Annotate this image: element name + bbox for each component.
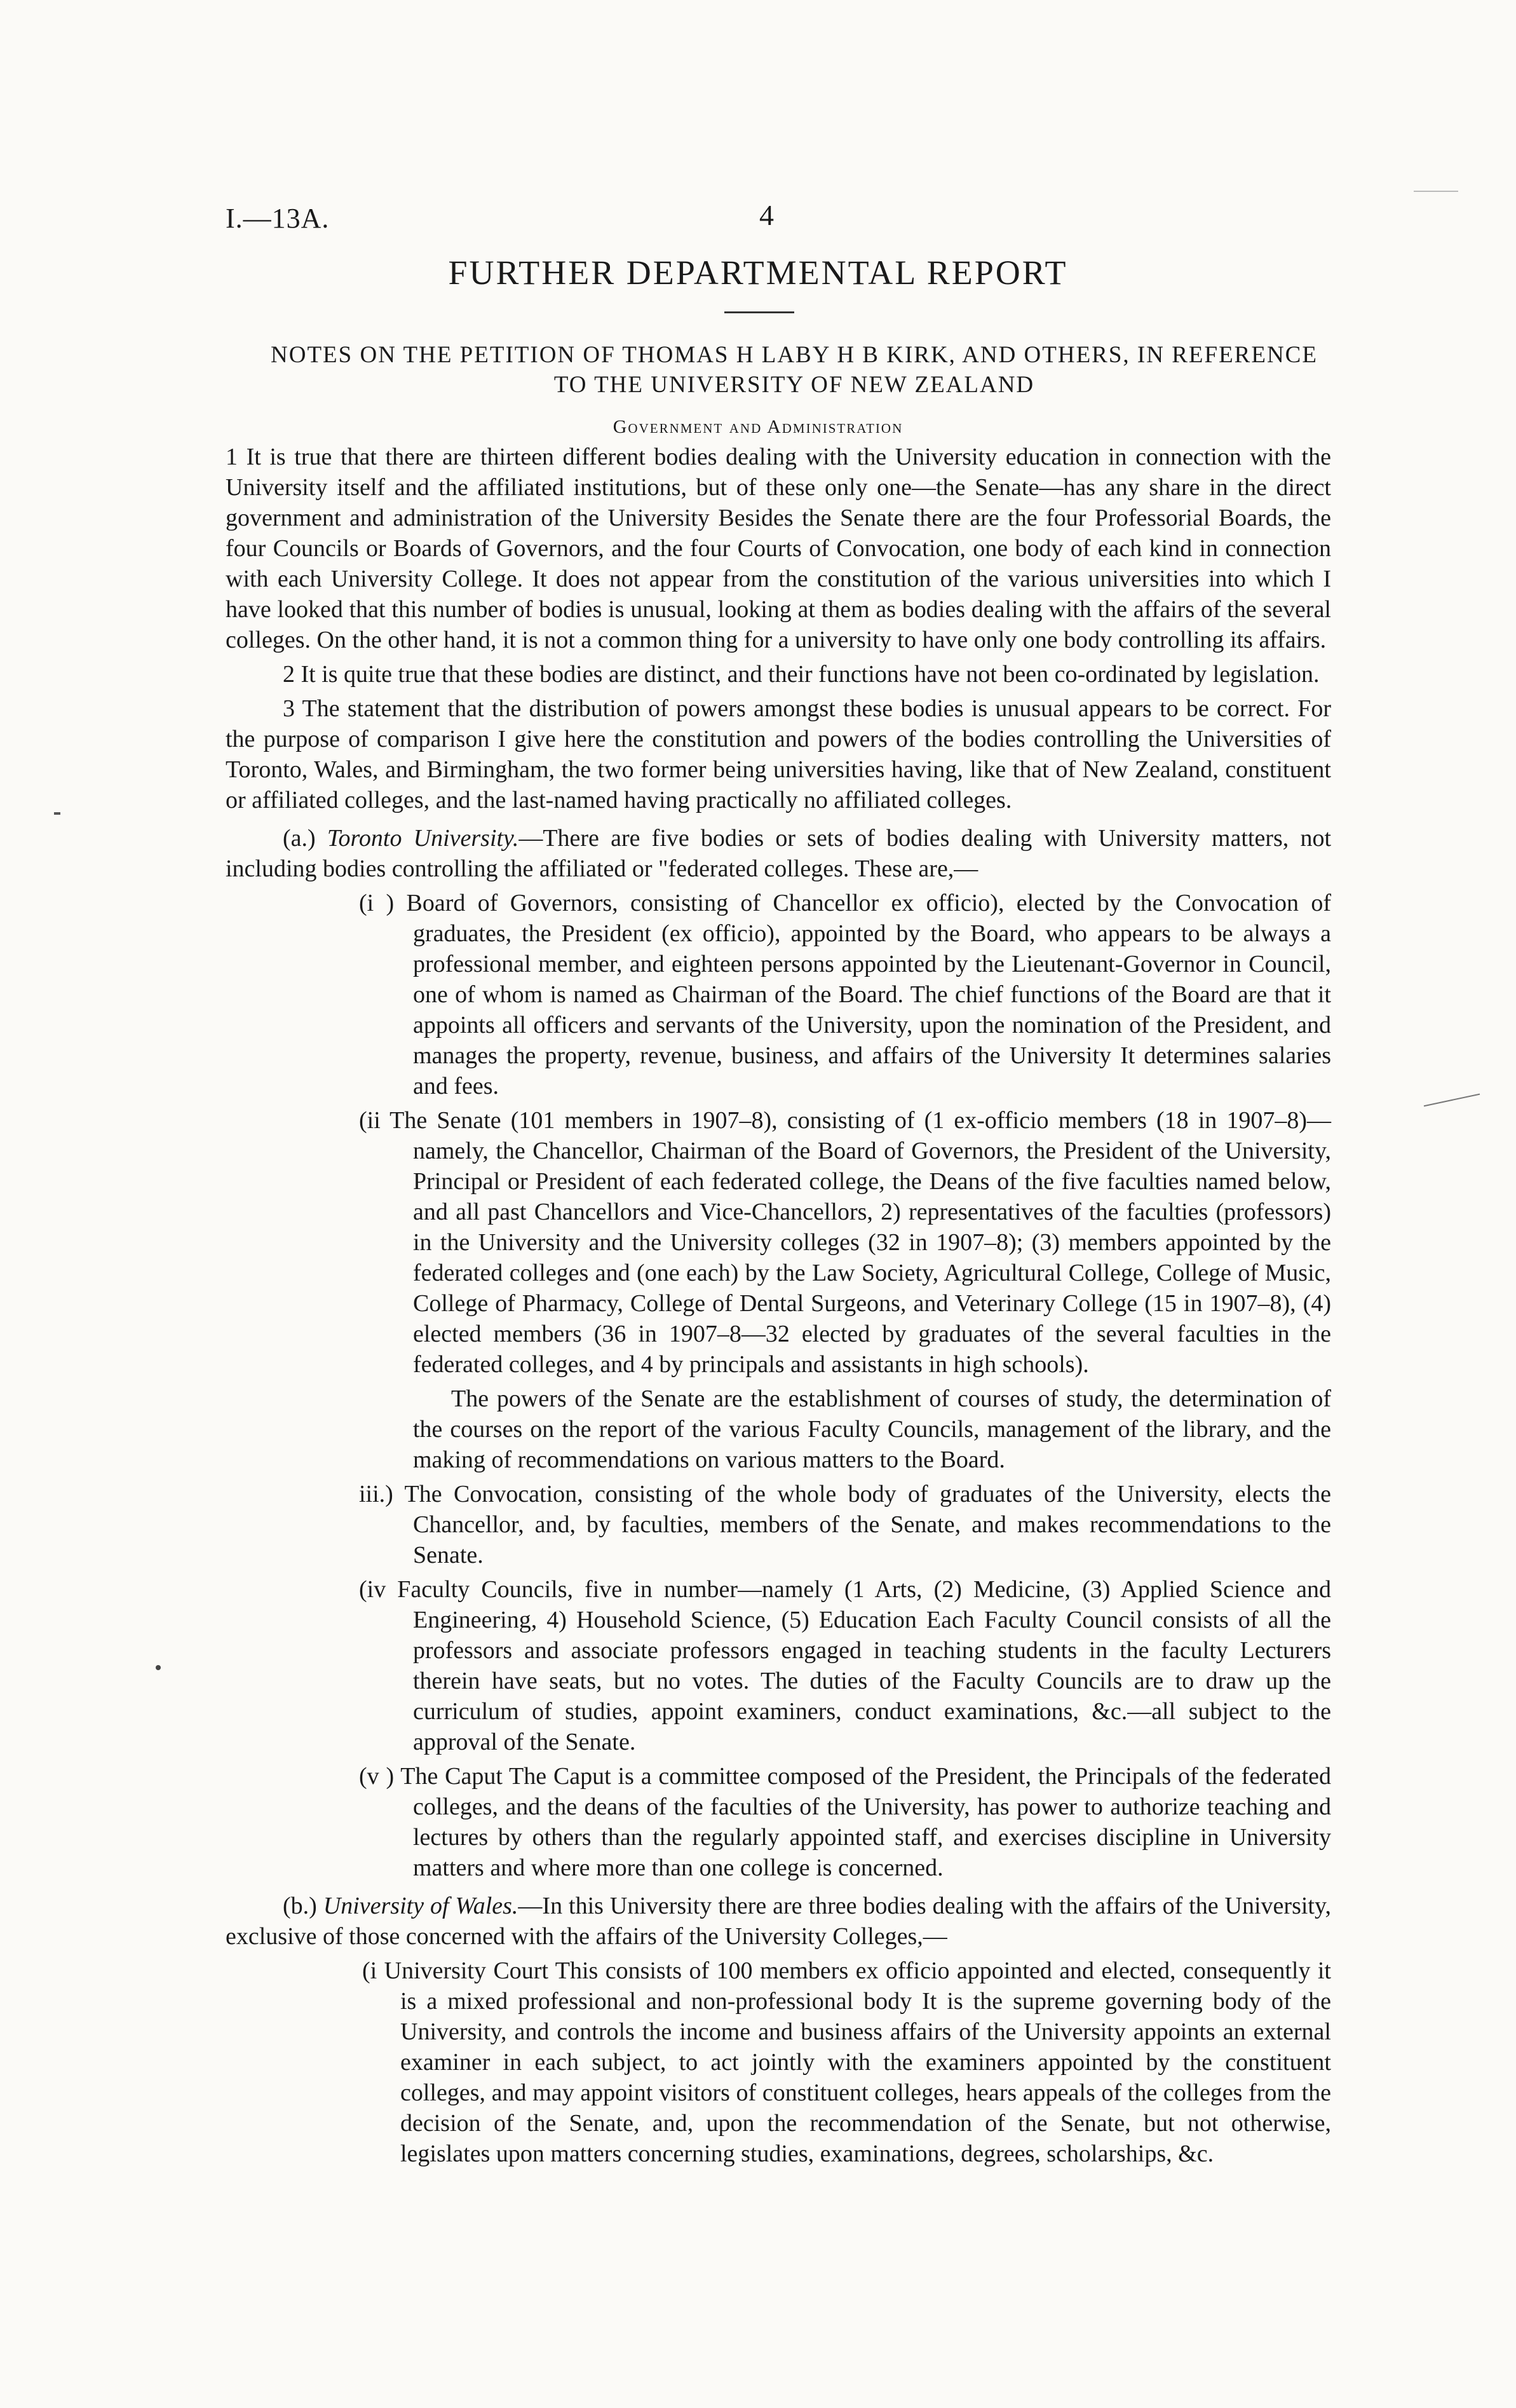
section-heading: Government and Administration	[612, 416, 904, 437]
toronto-item-ii: (ii The Senate (101 members in 1907–8), consisting of (1 ex-officio members (18 in 1907–8)—namely, the Chancellor, Chairman of the Board of Governors, the President of the University, Principal or President of each federated college, the Deans of the five faculties named below, and all past Chancellors and Vice-Chancellors, 2) representatives of the faculties (professors) in the University and the University colleges (32 in 1907–8); (3) members appointed by the federated colleges and (one each) by the Law Society, Agricultural College, College of Music, College of Pharmacy, College of Dental Surgeons, and Veterinary College (15 in 1907–8), (4) elected members (36 in 1907–8—32 elected by graduates of the several faculties in the federated colleges, and 4 by principals and assistants in high schools).	[359, 1107, 1331, 1378]
toronto-item-ii-continued: The powers of the Senate are the establishment of courses of study, the determination of the courses on the report of the various Faculty Councils, management of the library, and the making of recommendations on various matters to the Board.	[413, 1385, 1331, 1473]
page-number: 4	[759, 199, 774, 231]
toronto-item-iv: (iv Faculty Councils, five in number—namely (1 Arts, (2) Medicine, (3) Applied Science and Engineering, 4) Household Science, (5) Education Each Faculty Council consists of all the professors and associate professors engaged in teaching students in the faculty Lecturers therein have seats, but no votes. The duties of the Faculty Councils are to draw up the curriculum of studies, appoint examiners, conduct examinations, &c.—all subject to the approval of the Senate.	[359, 1576, 1331, 1755]
margin-scratch	[1414, 191, 1458, 192]
title-divider	[724, 311, 794, 313]
margin-dot	[156, 1665, 161, 1670]
paragraph-2: 2 It is quite true that these bodies are distinct, and their functions have not been co-ordinated by legislation.	[283, 661, 1320, 688]
section-b-text: —In this University there are three bodies dealing with the affairs of the University, exclusive of those concerned with the affairs of the University Colleges,—	[226, 1893, 1332, 1950]
margin-scratch	[1424, 1094, 1480, 1107]
paragraph-3: 3 The statement that the distribution of powers amongst these bodies is unusual appears to be correct. For the purpose of comparison I give here the constitution and powers of the bodies controlling the Universities of Toronto, Wales, and Birmingham, the two former being universities having, like that of New Zealand, constituent or affiliated colleges, and the last-named having practically no affiliated colleges.	[226, 695, 1331, 813]
section-b-label: (b.)	[283, 1893, 317, 1919]
wales-item-i: (i University Court This consists of 100 members ex officio appointed and elected, consequently it is a mixed professional and non-professional body It is the supreme governing body of the University, and controls the income and business affairs of the University appoints an external examiner in each subject, to act jointly with the examiners appointed by the constituent colleges, and may appoint visitors of constituent colleges, hears appeals of the colleges from the decision of the Senate, and, upon the recommendation of the Senate, but not otherwise, legislates upon matters concerning studies, examinations, degrees, scholarships, &c.	[362, 1957, 1331, 2167]
section-b-name: University of Wales.	[323, 1893, 518, 1919]
notes-title: NOTES ON THE PETITION OF THOMAS H LABY H B KIRK, AND OTHERS, IN REFERENCE TO THE UNIVERSITY OF NEW ZEALAND	[271, 342, 1318, 398]
paragraph-1: 1 It is true that there are thirteen different bodies dealing with the University education in connection with the University itself and the affiliated institutions, but of these only one—the Senate—has any share in the direct government and administration of the University Besides the Senate there are the four Professorial Boards, the four Councils or Boards of Governors, and the four Courts of Convocation, one body of each kind in connection with each University College. It does not appear from the constitution of the various universities into which I have looked that this number of bodies is unusual, looking at them as bodies dealing with the affairs of the several colleges. On the other hand, it is not a common thing for a university to have only one body controlling its affairs.	[226, 444, 1331, 653]
section-a-text: —There are five bodies or sets of bodies dealing with University matters, not including bodies controlling the affiliated or "federated colleges. These are,—	[226, 825, 1332, 882]
toronto-item-i: (i ) Board of Governors, consisting of Chancellor ex officio), elected by the Convocation of graduates, the President (ex officio), appointed by the Board, who appears to be always a professional member, and eighteen persons appointed by the Lieutenant-Governor in Council, one of whom is named as Chairman of the Board. The chief functions of the Board are that it appoints all officers and servants of the University, upon the nomination of the President, and manages the property, revenue, business, and affairs of the University It determines salaries and fees.	[359, 890, 1331, 1099]
document-id: I.—13A.	[226, 203, 330, 234]
toronto-item-iii: iii.) The Convocation, consisting of the whole body of graduates of the University, elects the Chancellor, and, by faculties, members of the Senate, and makes recommendations to the Senate.	[359, 1481, 1331, 1568]
toronto-item-v: (v ) The Caput The Caput is a committee composed of the President, the Principals of the federated colleges, and the deans of the faculties of the University, has power to authorize teaching and lectures by others than the regularly appointed staff, and exercises discipline in University matters and where more than one college is concerned.	[359, 1763, 1331, 1881]
report-body	[226, 442, 1331, 2173]
report-title: FURTHER DEPARTMENTAL REPORT	[448, 254, 1068, 292]
section-b-intro	[226, 1891, 1331, 1952]
section-a-intro	[226, 823, 1331, 884]
section-a-label: (a.)	[283, 825, 316, 852]
margin-dot	[54, 812, 60, 815]
section-a-name: Toronto University.	[327, 825, 519, 852]
